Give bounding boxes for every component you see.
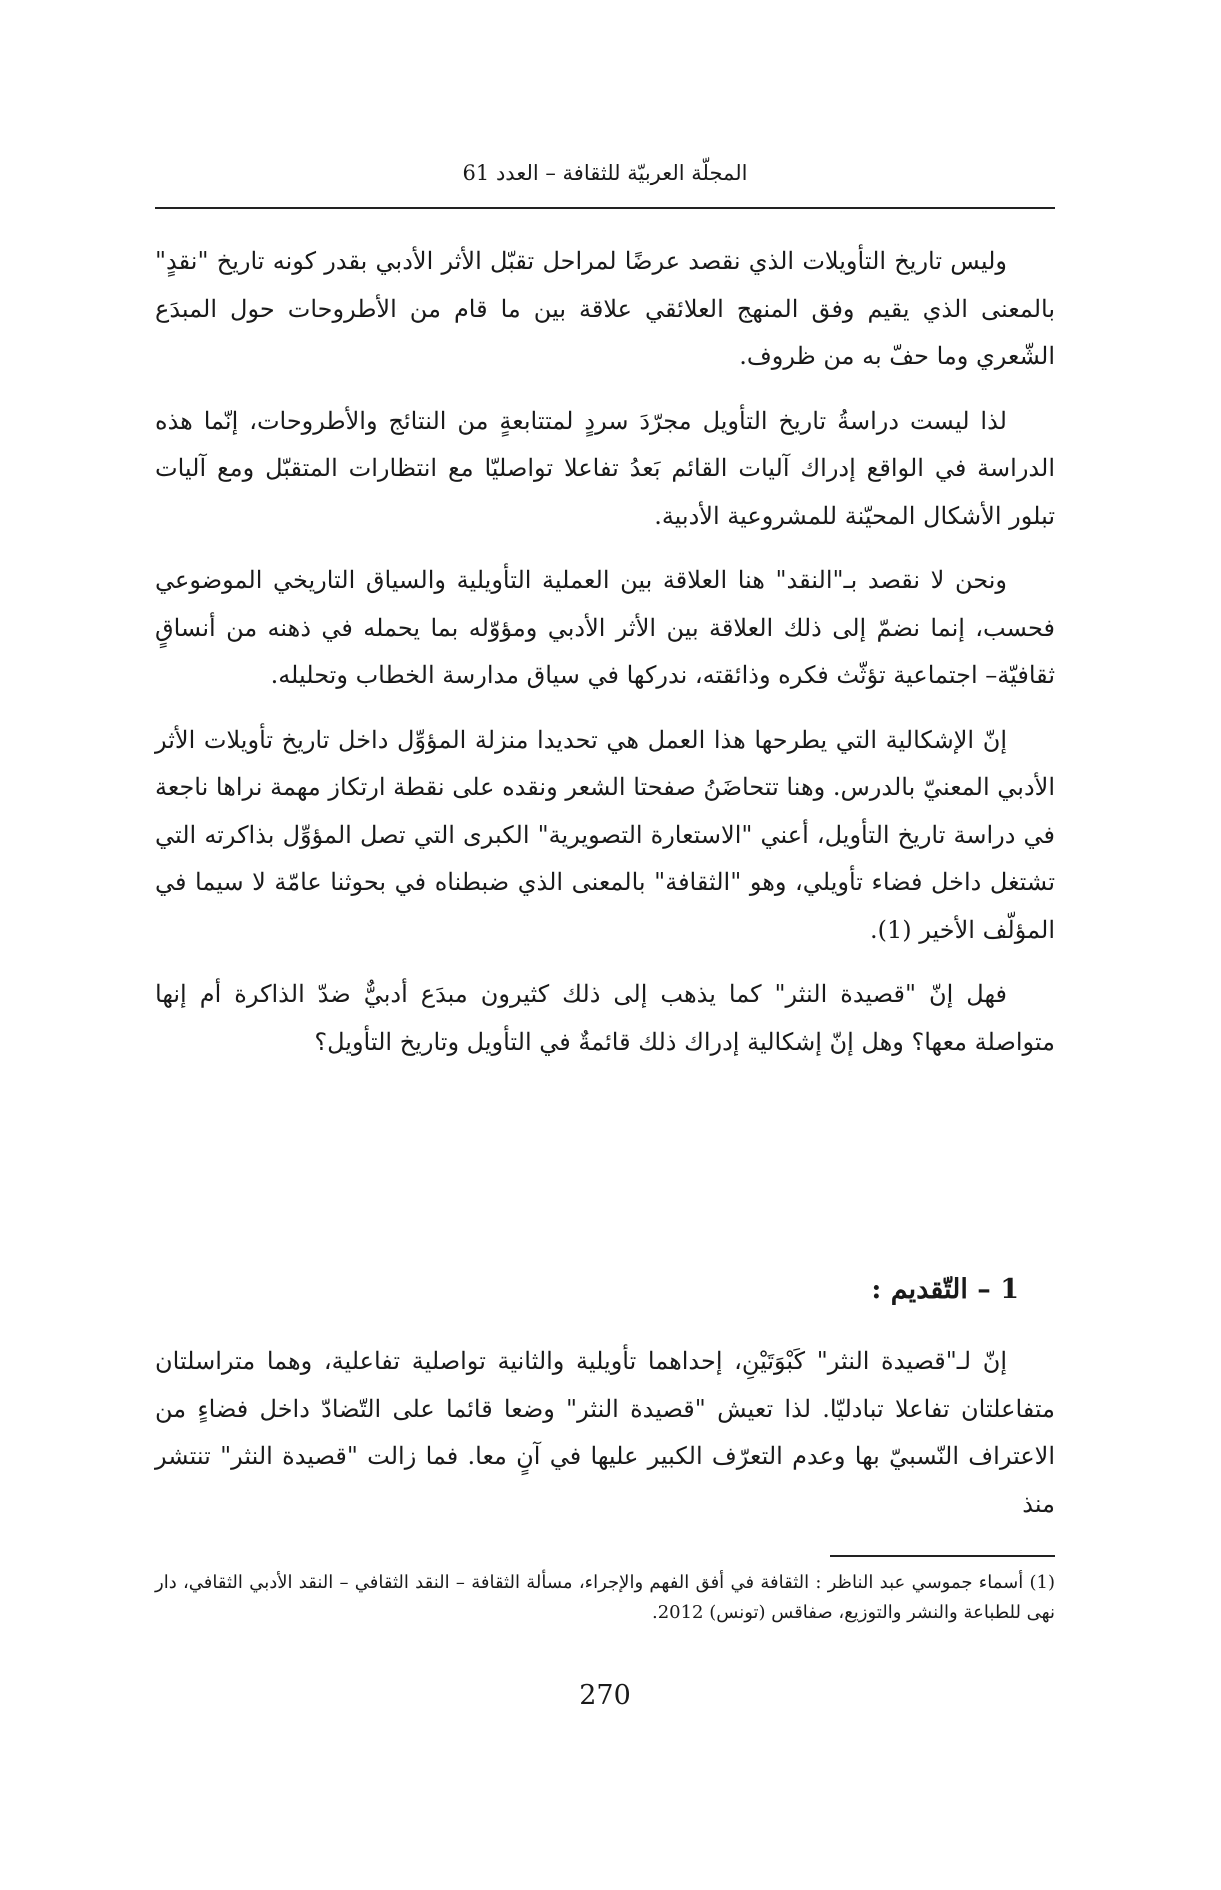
footnote-divider <box>830 1555 1055 1557</box>
paragraph: إنّ لـ"قصيدة النثر" كَبْوَتَيْنِ، إحداهما تأويلية والثانية تواصلية تفاعلية، وهما متراسلتان متفاعلتان تفاعلا تبادليّا. لذا تعيش "قصيدة النثر" وضعا قائما على التّضادّ داخل فضاءٍ من الاعتراف النّسبيّ بها وعدم التعرّف الكبير عليها في آنٍ معا. فما زالت "قصيدة النثر" تنتشر منذ <box>155 1347 1055 1518</box>
paragraph: ونحن لا نقصد بـ"النقد" هنا العلاقة بين العملية التأويلية والسياق التاريخي الموضوعي فحسب، إنما نضمّ إلى ذلك العلاقة بين الأثر الأدبي ومؤوّله بما يحمله في ذهنه من أنساقٍ ثقافيّة– اجتماعية تؤثّث فكره وذائقته، ندركها في سياق مدارسة الخطاب وتحليله. <box>155 566 1055 689</box>
section-body <box>155 1338 1055 1528</box>
paragraph: وليس تاريخ التأويلات الذي نقصد عرضًا لمراحل تقبّل الأثر الأدبي بقدر كونه تاريخ "نقدٍ" بالمعنى الذي يقيم وفق المنهج العلائقي علاقة بين ما قام من الأطروحات حول المبدَع الشّعري وما حفّ به من ظروف. <box>155 247 1055 370</box>
running-header: المجلّة العربيّة للثقافة – العدد 61 <box>462 161 748 185</box>
header-divider <box>155 207 1055 209</box>
section-heading: 1 – التّقديم : <box>871 1274 1019 1305</box>
page-number: 270 <box>579 1680 631 1711</box>
paragraph: لذا ليست دراسةُ تاريخ التأويل مجرّدَ سردٍ لمتتابعةٍ من النتائج والأطروحات، إنّما هذه الدراسة في الواقع إدراك آليات القائم بَعدُ تفاعلا تواصليّا مع انتظارات المتقبّل ومع آليات تبلور الأشكال المحيّنة للمشروعية الأدبية. <box>155 406 1055 530</box>
footnote: (1) أسماء جموسي عبد الناظر : الثقافة في أفق الفهم والإجراء، مسألة الثقافة – النقد الثقافي – النقد الأدبي الثقافي، دار نهى للطباعة والنشر والتوزيع، صفاقس (تونس) 2012. <box>155 1572 1055 1623</box>
main-body <box>155 238 1055 1083</box>
paragraph: إنّ الإشكالية التي يطرحها هذا العمل هي تحديدا منزلة المؤوِّل داخل تاريخ تأويلات الأثر الأدبي المعنيّ بالدرس. وهنا تتحاضَنُ صفحتا الشعر ونقده على نقطة ارتكاز مهمة نراها ناجعة في دراسة تاريخ التأويل، أعني "الاستعارة التصويرية" الكبرى التي تصل المؤوِّل بذاكرته التي تشتغل داخل فضاء تأويلي، وهو "الثقافة" بالمعنى الذي ضبطناه في بحوثنا عامّة لا سيما في المؤلّف الأخير (1). <box>155 725 1055 944</box>
paragraph: فهل إنّ "قصيدة النثر" كما يذهب إلى ذلك كثيرون مبدَع أدبيٌّ ضدّ الذاكرة أم إنها متواصلة معها؟ وهل إنّ إشكالية إدراك ذلك قائمةٌ في التأويل وتاريخ التأويل؟ <box>155 980 1055 1056</box>
